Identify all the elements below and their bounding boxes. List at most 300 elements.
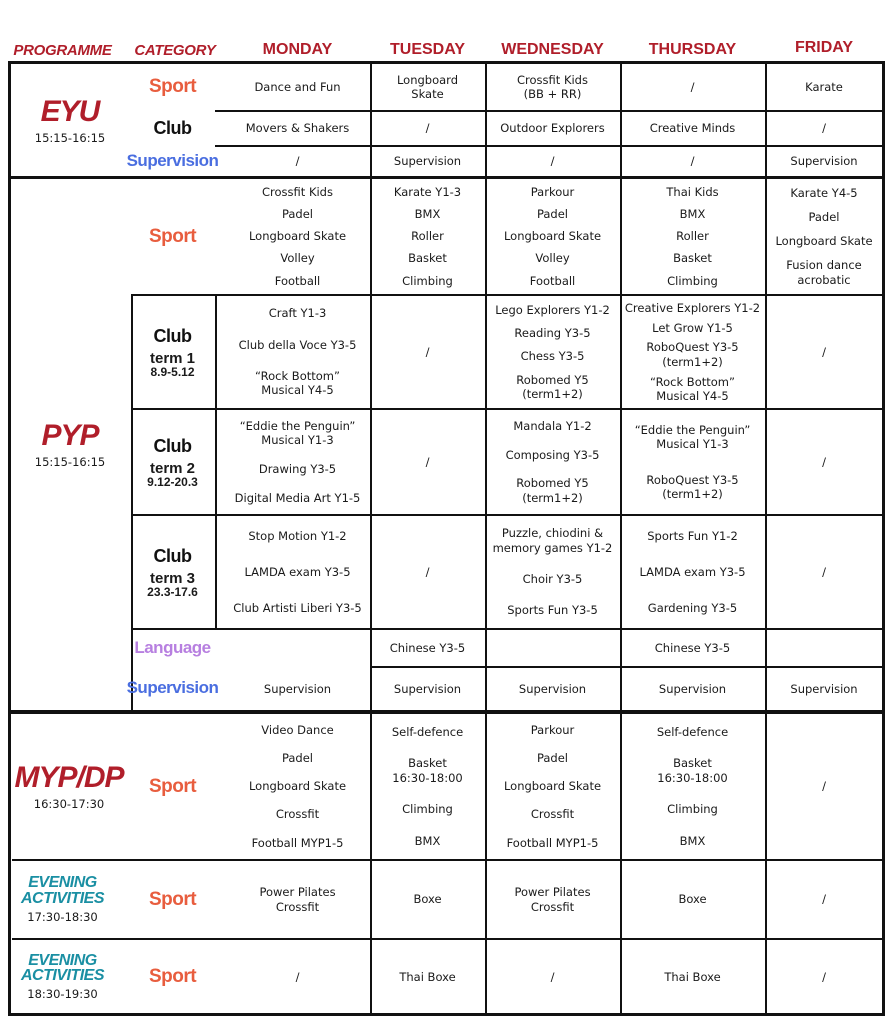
category-label: Sport	[148, 888, 197, 910]
cell-ev2-sport-fri	[765, 940, 883, 1014]
cell-ev1-sport-thu	[620, 861, 765, 938]
activity-line: /	[295, 153, 300, 168]
activity-line: 16:30-18:00	[392, 770, 463, 785]
activity-entry	[652, 321, 733, 335]
activity-line: Mandala Y1-2	[513, 419, 592, 434]
programme-pyp	[10, 179, 130, 711]
activity-line: RoboQuest Y3-5	[646, 340, 739, 355]
cell-pyp-term1-wed	[485, 296, 620, 408]
cell-eyu-supervision-fri	[765, 146, 883, 176]
programme-name: EYU	[40, 94, 100, 128]
activity-entry	[506, 448, 600, 462]
activity-line: Climbing	[402, 273, 453, 288]
cell-pyp-sport-mon	[225, 179, 370, 294]
cell-pyp-term3-thu	[620, 516, 765, 628]
activity-line: /	[822, 969, 826, 984]
activity-line: /	[822, 779, 826, 794]
activity-entry	[657, 756, 727, 785]
activity-entry	[625, 301, 760, 315]
activity-entry	[667, 802, 718, 816]
activity-entry	[296, 154, 300, 168]
cell-ev2-sport-mon	[225, 940, 370, 1014]
activity-entry	[523, 572, 583, 586]
term-label: term 1	[149, 350, 196, 367]
activity-line: Climbing	[402, 802, 453, 817]
activity-entry	[646, 340, 738, 369]
activity-entry	[822, 345, 826, 359]
activity-line: Padel	[808, 210, 840, 225]
activity-entry	[822, 565, 826, 579]
activity-line: Football	[274, 273, 321, 288]
activity-line: /	[690, 79, 695, 94]
activity-entry	[531, 807, 574, 821]
activity-line: Skate	[411, 87, 444, 101]
activity-entry	[822, 779, 826, 793]
activity-line: Crossfit	[530, 899, 575, 914]
term-dates: 23.3-17.6	[147, 585, 198, 599]
activity-line: Parkour	[530, 184, 575, 199]
activity-entry	[635, 423, 751, 452]
activity-entry	[519, 682, 586, 696]
activity-line: Supervision	[790, 153, 858, 168]
activity-entry	[514, 326, 590, 340]
activity-entry	[394, 154, 461, 168]
activity-line: /	[690, 153, 695, 168]
activity-entry	[790, 682, 857, 696]
cell-ev1-sport-tue	[370, 861, 485, 938]
activity-entry	[531, 900, 574, 914]
category-label: Sport	[148, 225, 197, 247]
activity-entry	[531, 185, 575, 199]
category-label: Club	[153, 117, 192, 138]
programme-time: 15:15-16:15	[34, 130, 106, 145]
activity-entry	[507, 603, 598, 617]
activity-entry	[235, 491, 361, 505]
activity-line: Roller	[676, 229, 709, 244]
activity-entry	[822, 892, 826, 906]
activity-line: Karate Y1-3	[393, 184, 462, 199]
activity-line: Supervision	[658, 681, 727, 696]
programme-name-line1: EVENING	[28, 874, 97, 892]
activity-line: Chess Y3-5	[520, 349, 585, 364]
cell-pyp-term2-fri	[765, 410, 883, 514]
cell-pyp-term2-wed	[485, 410, 620, 514]
activity-entry	[394, 185, 461, 199]
activity-line: Supervision	[263, 681, 332, 696]
activity-line: Lego Explorers Y1-2	[495, 302, 610, 317]
activity-line: /	[425, 120, 430, 135]
activity-entry	[650, 375, 735, 404]
activity-line: /	[550, 153, 555, 168]
activity-line: /	[822, 120, 826, 135]
activity-line: (term1+2)	[662, 487, 723, 501]
programme-evening-1	[10, 861, 115, 938]
cell-myp-sport-fri	[765, 714, 883, 859]
cell-pyp-supervision-fri	[765, 668, 883, 710]
cell-ev2-sport-tue	[370, 940, 485, 1014]
term-dates: 8.9-5.12	[150, 365, 195, 379]
cell-ev1-sport-wed	[485, 861, 620, 938]
activity-line: Crossfit Kids	[262, 184, 333, 199]
cell-pyp-term3-mon	[225, 516, 370, 628]
activity-entry	[673, 251, 712, 265]
activity-line: BMX	[679, 833, 706, 848]
activity-line: Video Dance	[261, 722, 334, 737]
activity-entry	[426, 121, 430, 135]
activity-line: Thai Boxe	[399, 969, 456, 984]
activity-entry	[805, 80, 843, 94]
activity-line: Let Grow Y1-5	[652, 320, 733, 335]
activity-line: (BB + RR)	[523, 87, 582, 101]
activity-entry	[790, 154, 857, 168]
programme-eyu	[10, 64, 130, 177]
activity-line: Longboard Skate	[503, 229, 602, 244]
activity-line: Stop Motion Y1-2	[248, 528, 347, 543]
activity-line: “Eddie the Penguin”	[239, 419, 356, 434]
activity-line: Crossfit	[275, 899, 320, 914]
activity-line: Creative Explorers Y1-2	[624, 300, 761, 315]
activity-entry	[517, 73, 588, 102]
activity-entry	[507, 836, 599, 850]
activity-line: /	[822, 454, 826, 469]
category-label: Supervision	[126, 678, 219, 697]
category-label: Club	[153, 546, 192, 566]
activity-entry	[282, 207, 313, 221]
activity-entry	[240, 419, 356, 448]
activity-entry	[408, 251, 447, 265]
programme-myp-dp	[10, 714, 128, 859]
programme-name-line2: ACTIVITIES	[20, 967, 104, 984]
cell-ev1-sport-mon	[225, 861, 370, 938]
activity-line: Thai Boxe	[664, 969, 721, 984]
activity-entry	[659, 682, 726, 696]
activity-line: Boxe	[678, 892, 707, 907]
activity-entry	[276, 807, 319, 821]
cell-pyp-sport-thu	[620, 179, 765, 294]
activity-entry	[411, 229, 444, 243]
activity-entry	[664, 970, 720, 984]
activity-entry	[402, 802, 453, 816]
activity-entry	[239, 338, 357, 352]
activity-line: “Rock Bottom”	[255, 368, 340, 383]
activity-line: Chinese Y3-5	[654, 640, 731, 655]
activity-line: Club della Voce Y3-5	[238, 337, 357, 352]
cell-pyp-language-fri	[765, 630, 883, 666]
activity-line: Padel	[281, 751, 314, 766]
activity-entry	[397, 73, 458, 102]
activity-entry	[495, 303, 610, 317]
category-sport	[125, 940, 220, 1014]
activity-line: /	[822, 892, 826, 907]
cell-eyu-club-mon	[225, 111, 370, 145]
activity-line: Karate	[805, 79, 843, 94]
programme-name-line2: ACTIVITIES	[20, 889, 104, 907]
category-label: Club	[153, 436, 192, 456]
activity-line: (term1+2)	[522, 490, 583, 505]
cell-pyp-language-wed	[485, 630, 620, 666]
activity-line: /	[550, 969, 555, 984]
activity-entry	[639, 565, 745, 579]
activity-line: acrobatic	[797, 272, 851, 287]
activity-entry	[647, 529, 738, 543]
activity-line: Volley	[280, 251, 315, 266]
cell-pyp-term1-fri	[765, 296, 883, 408]
column-divider	[215, 294, 217, 630]
activity-line: Karate Y4-5	[790, 185, 858, 200]
activity-line: /	[425, 564, 430, 579]
activity-entry	[516, 373, 588, 402]
activity-entry	[551, 970, 555, 984]
activity-line: Musical Y1-3	[656, 437, 729, 451]
category-sport	[130, 179, 215, 294]
activity-line: Creative Minds	[649, 120, 736, 135]
activity-line: BMX	[679, 207, 706, 222]
activity-line: Movers & Shakers	[245, 120, 350, 135]
header-tuesday: TUESDAY	[390, 41, 465, 58]
activity-line: Thai Kids	[666, 184, 719, 199]
term-label: term 2	[149, 460, 196, 477]
activity-entry	[516, 476, 588, 505]
activity-line: LAMDA exam Y3-5	[639, 564, 746, 579]
category-label: Supervision	[126, 151, 219, 170]
activity-line: Digital Media Art Y1-5	[234, 490, 361, 505]
activity-line: Composing Y3-5	[505, 447, 600, 462]
category-supervision	[125, 146, 220, 176]
activity-entry	[248, 529, 346, 543]
cell-pyp-term2-mon	[225, 410, 370, 514]
activity-line: Sports Fun Y3-5	[507, 603, 598, 618]
activity-line: Longboard Skate	[248, 229, 347, 244]
activity-entry	[521, 349, 585, 363]
cell-pyp-sport-fri	[765, 179, 883, 294]
activity-line: Longboard Skate	[248, 779, 347, 794]
activity-entry	[402, 274, 453, 288]
activity-line: /	[822, 564, 826, 579]
category-club-term3	[130, 516, 215, 628]
cell-pyp-sport-wed	[485, 179, 620, 294]
activity-entry	[646, 473, 738, 502]
activity-entry	[678, 892, 706, 906]
activity-entry	[254, 80, 340, 94]
category-label: Sport	[148, 76, 197, 97]
activity-entry	[808, 210, 839, 224]
cell-eyu-club-tue	[370, 111, 485, 145]
programme-evening-2	[10, 940, 115, 1014]
activity-entry	[504, 229, 601, 243]
activity-line: Musical Y4-5	[261, 383, 334, 398]
programme-time: 18:30-19:30	[27, 987, 98, 1002]
activity-line: Musical Y1-3	[261, 433, 334, 448]
activity-entry	[246, 121, 350, 135]
cell-pyp-term3-fri	[765, 516, 883, 628]
cell-eyu-supervision-wed	[485, 146, 620, 176]
activity-line: Gardening Y3-5	[647, 600, 738, 615]
activity-line: Musical Y4-5	[656, 388, 729, 403]
activity-entry	[691, 154, 695, 168]
cell-eyu-supervision-mon	[225, 146, 370, 176]
activity-entry	[262, 185, 333, 199]
programme-name-line1: EVENING	[28, 951, 97, 969]
cell-eyu-sport-fri	[765, 64, 883, 110]
activity-entry	[504, 779, 601, 793]
activity-line: Basket	[673, 756, 712, 771]
activity-line: Basket	[408, 756, 447, 771]
activity-entry	[667, 274, 718, 288]
activity-entry	[676, 229, 709, 243]
activity-entry	[413, 892, 441, 906]
cell-pyp-language-thu	[620, 630, 765, 666]
header-programme: PROGRAMME	[13, 41, 112, 59]
activity-entry	[249, 229, 346, 243]
activity-line: Outdoor Explorers	[500, 120, 605, 135]
activity-line: Volley	[535, 251, 570, 266]
activity-line: Football MYP1-5	[506, 835, 599, 850]
cell-pyp-term1-tue	[370, 296, 485, 408]
activity-line: “Eddie the Penguin”	[634, 422, 751, 437]
activity-line: Supervision	[790, 681, 858, 696]
category-club-term1	[130, 296, 215, 408]
activity-line: Self-defence	[656, 724, 729, 739]
category-sport	[125, 64, 220, 110]
activity-entry	[822, 121, 826, 135]
cell-eyu-club-fri	[765, 111, 883, 145]
activity-entry	[394, 682, 461, 696]
activity-line: /	[295, 969, 300, 984]
activity-line: Dance and Fun	[254, 79, 341, 94]
activity-line: Basket	[408, 251, 447, 266]
activity-entry	[259, 462, 336, 476]
activity-entry	[680, 834, 706, 848]
header-wednesday: WEDNESDAY	[501, 41, 604, 58]
activity-entry	[551, 154, 555, 168]
cell-eyu-supervision-thu	[620, 146, 765, 176]
category-label: Sport	[148, 775, 197, 797]
activity-line: Choir Y3-5	[522, 571, 583, 586]
activity-line: /	[425, 454, 430, 469]
activity-entry	[244, 565, 350, 579]
activity-entry	[648, 601, 737, 615]
category-club	[125, 111, 220, 145]
activity-line: Self-defence	[391, 724, 464, 739]
category-sport	[125, 861, 220, 938]
activity-entry	[249, 779, 346, 793]
cell-pyp-supervision-tue	[370, 668, 485, 710]
category-label: Club	[153, 326, 192, 346]
activity-line: Boxe	[413, 892, 442, 907]
cell-myp-sport-wed	[485, 714, 620, 859]
activity-line: Craft Y1-3	[268, 306, 327, 321]
term-label: term 3	[149, 570, 196, 587]
activity-entry	[493, 526, 613, 555]
activity-line: Climbing	[667, 802, 718, 817]
activity-line: Crossfit	[275, 807, 320, 822]
activity-entry	[530, 274, 576, 288]
activity-line: BMX	[414, 207, 441, 222]
activity-line: Roller	[411, 229, 444, 244]
cell-pyp-term3-wed	[485, 516, 620, 628]
cell-pyp-supervision-wed	[485, 668, 620, 710]
cell-eyu-sport-mon	[225, 64, 370, 110]
activity-entry	[426, 455, 430, 469]
activity-line: Supervision	[518, 681, 587, 696]
activity-line: /	[822, 344, 826, 359]
activity-entry	[537, 751, 568, 765]
activity-line: Robomed Y5	[516, 476, 589, 491]
activity-entry	[252, 836, 344, 850]
category-language	[125, 630, 220, 666]
activity-line: RoboQuest Y3-5	[646, 472, 739, 487]
activity-line: Puzzle, chiodini &	[501, 526, 604, 541]
activity-line: Power Pilates	[514, 885, 591, 900]
cell-pyp-language-tue	[370, 630, 485, 666]
cell-pyp-sport-tue	[370, 179, 485, 294]
cell-pyp-term1-thu	[620, 296, 765, 408]
cell-ev2-sport-thu	[620, 940, 765, 1014]
category-club-term2	[130, 410, 215, 514]
activity-entry	[786, 258, 861, 287]
activity-line: Chinese Y3-5	[389, 640, 466, 655]
activity-line: Power Pilates	[259, 885, 336, 900]
activity-entry	[276, 900, 319, 914]
activity-entry	[415, 834, 441, 848]
activity-entry	[415, 207, 441, 221]
activity-line: Robomed Y5	[516, 372, 589, 387]
cell-pyp-term2-tue	[370, 410, 485, 514]
activity-line: Crossfit	[530, 807, 575, 822]
activity-entry	[426, 565, 430, 579]
category-supervision	[125, 668, 220, 708]
term-dates: 9.12-20.3	[147, 475, 198, 489]
cell-pyp-language-mon	[225, 630, 370, 666]
activity-line: Longboard Skate	[503, 779, 602, 794]
cell-myp-sport-tue	[370, 714, 485, 859]
activity-line: (term1+2)	[522, 387, 583, 402]
activity-entry	[500, 121, 604, 135]
header-thursday: THURSDAY	[648, 41, 737, 58]
activity-line: Crossfit Kids	[517, 72, 588, 87]
activity-line: Supervision	[393, 681, 462, 696]
cell-pyp-term2-thu	[620, 410, 765, 514]
programme-name: PYP	[41, 419, 99, 452]
activity-line: Sports Fun Y1-2	[647, 528, 738, 543]
cell-myp-sport-mon	[225, 714, 370, 859]
activity-line: 16:30-18:00	[657, 770, 728, 785]
activity-line: memory games Y1-2	[492, 540, 613, 555]
activity-entry	[775, 234, 872, 248]
activity-line: Climbing	[667, 273, 718, 288]
activity-line: “Rock Bottom”	[650, 374, 735, 389]
activity-entry	[255, 369, 340, 398]
cell-eyu-sport-thu	[620, 64, 765, 110]
activity-entry	[514, 885, 590, 899]
programme-time: 16:30-17:30	[33, 796, 105, 811]
activity-line: Padel	[536, 207, 569, 222]
programme-time: 17:30-18:30	[27, 909, 98, 924]
activity-line: Padel	[281, 207, 314, 222]
activity-line: Supervision	[393, 153, 462, 168]
activity-entry	[691, 80, 695, 94]
activity-entry	[259, 885, 335, 899]
header-friday: FRIDAY	[794, 39, 854, 56]
activity-entry	[399, 970, 455, 984]
activity-entry	[280, 251, 314, 265]
header-category: CATEGORY	[134, 41, 216, 59]
activity-entry	[657, 725, 728, 739]
header-monday: MONDAY	[262, 41, 333, 58]
activity-entry	[426, 345, 430, 359]
cell-myp-sport-thu	[620, 714, 765, 859]
cell-eyu-supervision-tue	[370, 146, 485, 176]
